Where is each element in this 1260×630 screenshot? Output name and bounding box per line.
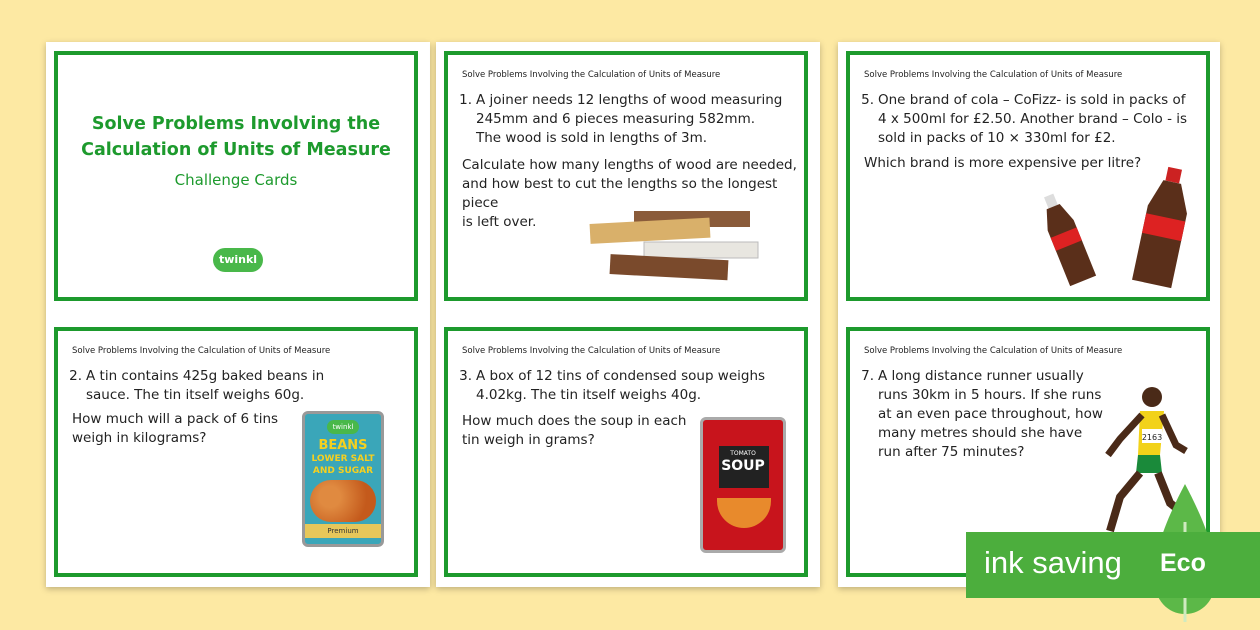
card-header: Solve Problems Involving the Calculation of Units of Measure [462,70,721,80]
soup-label-small: TOMATO [730,450,756,457]
question-follow-up: How much will a pack of 6 tins weigh in kilograms? [72,411,279,446]
runner-bib: 2163 [1141,433,1163,442]
question-follow-up: Which brand is more expensive per litre? [864,155,1142,171]
wood-planks-image [586,209,766,281]
card-question-3 [444,327,808,577]
can-label-lower-salt: LOWER SALT [311,454,375,464]
card-header: Solve Problems Involving the Calculation of Units of Measure [864,70,1123,80]
card-subtitle: Challenge Cards [174,171,298,189]
question-follow-up: How much does the soup in each tin weigh in grams? [462,413,687,448]
can-label-beans: BEANS [318,438,368,453]
question-text: A joiner needs 12 lengths of wood measuring 245mm and 6 pieces measuring 582mm. The wood is sold in lengths of 3m. [476,92,783,146]
question-5 [850,91,1200,148]
question-2 [58,367,408,405]
card-question-2 [54,327,418,577]
question-number: 1. [459,92,472,108]
eco-label: Eco [1160,549,1206,577]
ink-saving-text: ink saving [984,545,1122,580]
twinkl-logo: twinkl [213,248,263,272]
question-text: One brand of cola – CoFizz- is sold in packs of 4 x 500ml for £2.50. Another brand – Colo - is sold in packs of 10 × 330ml for £2. [878,92,1188,146]
card-question-5 [846,51,1210,301]
question-3 [448,367,798,405]
question-text: A box of 12 tins of condensed soup weighs 4.02kg. The tin itself weighs 40g. [476,368,766,403]
question-text: A long distance runner usually runs 30km in 5 hours. If she runs at an even pace throughout, how many metres should she have run after 75 minutes? [878,368,1103,460]
question-1 [448,91,798,148]
question-number: 5. [861,92,874,108]
question-number: 2. [69,368,82,384]
question-follow-up: Calculate how many lengths of wood are needed, and how best to cut the lengths so the longest piece is left over. [462,157,797,230]
can-brand: twinkl [327,420,359,434]
title-line-2: Calculation of Units of Measure [81,140,391,160]
beans-picture [310,480,376,522]
card-header: Solve Problems Involving the Calculation of Units of Measure [72,346,331,356]
soup-can-image [700,417,786,553]
bean-can-image [302,411,384,547]
title-card [54,51,418,301]
card-title [58,111,414,163]
can-label-and-sugar: AND SUGAR [312,466,374,476]
can-band: Premium [305,524,381,538]
card-question-1 [444,51,808,301]
cola-bottles-image [1030,165,1210,290]
card-header: Solve Problems Involving the Calculation of Units of Measure [864,346,1123,356]
question-number: 3. [459,368,472,384]
title-line-1: Solve Problems Involving the [91,114,381,134]
card-header: Solve Problems Involving the Calculation of Units of Measure [462,346,721,356]
question-number: 7. [861,368,874,384]
soup-label-big: SOUP [721,458,765,474]
question-text: A tin contains 425g baked beans in sauce. The tin itself weighs 60g. [86,368,325,403]
soup-bowl-picture [717,498,771,528]
